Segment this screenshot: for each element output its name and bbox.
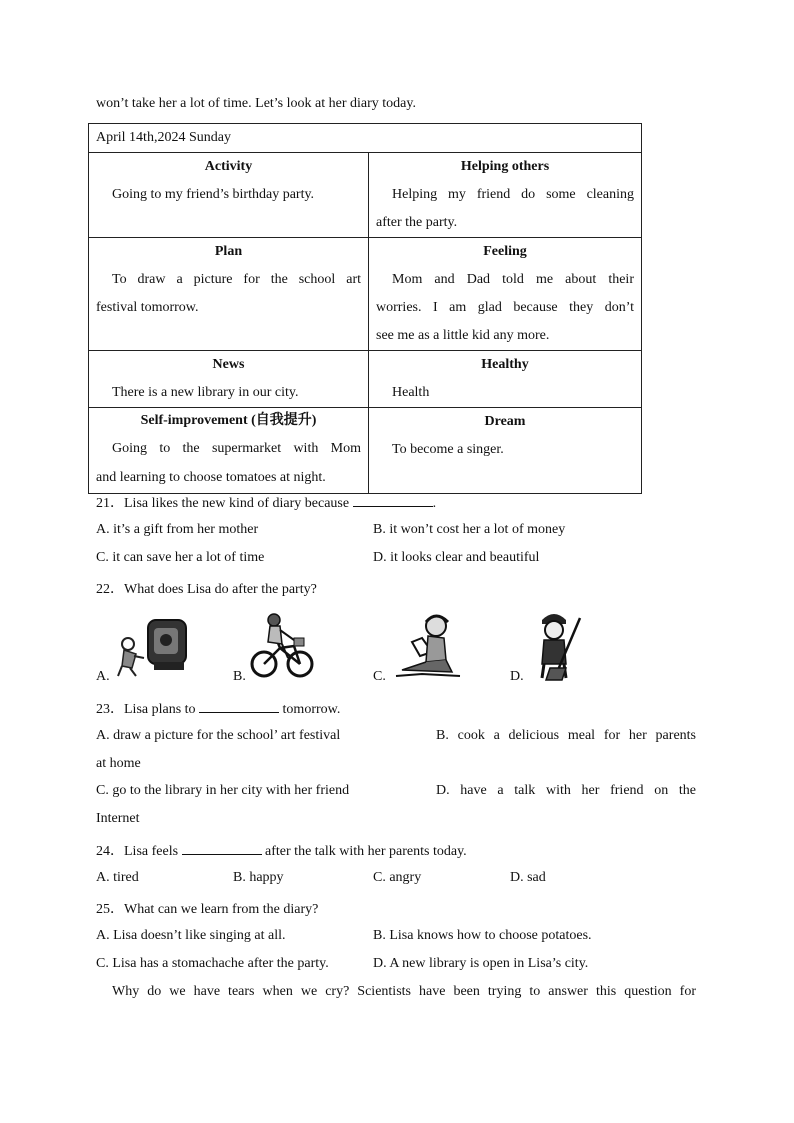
diary-row <box>89 153 642 238</box>
option-21-a[interactable]: A. it’s a gift from her mother <box>96 522 259 537</box>
option-24-d[interactable]: D. sad <box>510 870 546 885</box>
cell-title: Plan <box>214 244 243 259</box>
question-25: 25．What can we learn from the diary? <box>96 902 319 917</box>
answer-blank <box>353 494 433 507</box>
cell-text: Helping my friend do some cleaning <box>392 187 634 202</box>
cell-text: Going to my friend’s birthday party. <box>112 187 315 202</box>
option-23-a[interactable]: A. draw a picture for the school’ art festival <box>96 728 341 743</box>
cell-text: Going to the supermarket with Mom <box>112 441 361 456</box>
answer-blank <box>182 842 262 855</box>
option-22-d[interactable]: D. <box>510 669 524 684</box>
option-21-b[interactable]: B. it won’t cost her a lot of money <box>373 522 566 537</box>
option-23-c[interactable]: C. go to the library in her city with her friend <box>96 783 350 798</box>
question-stem: 21．Lisa likes the new kind of diary because <box>96 496 350 511</box>
diary-cell-self-improvement <box>89 408 369 494</box>
cell-title: Healthy <box>481 357 529 372</box>
cell-text: see me as a little kid any more. <box>376 328 550 343</box>
diary-cell-activity <box>89 153 369 238</box>
intro-text: won’t take her a lot of time. Let’s look at her diary today. <box>96 96 416 111</box>
diary-table <box>88 123 642 494</box>
question-21 <box>96 492 436 512</box>
question-22: 22．What does Lisa do after the party? <box>96 582 317 597</box>
question-stem: 24．Lisa feels <box>96 844 179 859</box>
option-22-a[interactable]: A. <box>96 669 110 684</box>
girl-riding-bike-picture[interactable] <box>250 612 318 682</box>
girl-reading-picture[interactable] <box>392 612 464 682</box>
diary-date: April 14th,2024 Sunday <box>89 124 642 153</box>
option-25-b[interactable]: B. Lisa knows how to choose potatoes. <box>373 928 592 943</box>
option-22-b[interactable]: B. <box>233 669 246 684</box>
cell-title: News <box>212 357 245 372</box>
diary-cell-news <box>89 351 369 408</box>
question-23 <box>96 698 340 718</box>
cell-text: festival tomorrow. <box>96 300 199 315</box>
cell-text: To become a singer. <box>392 442 504 457</box>
answer-blank <box>199 700 279 713</box>
option-24-b[interactable]: B. happy <box>233 870 284 885</box>
question-stem: 23．Lisa plans to <box>96 702 196 717</box>
option-23-b-continued[interactable]: at home <box>96 756 141 771</box>
diary-date-row <box>89 124 642 153</box>
cell-text: and learning to choose tomatoes at night. <box>96 470 326 485</box>
next-passage-text: Why do we have tears when we cry? Scientists have been trying to answer this question for <box>112 984 696 999</box>
option-21-d[interactable]: D. it looks clear and beautiful <box>373 550 540 565</box>
cell-text: after the party. <box>376 215 458 230</box>
cell-title: Dream <box>484 414 526 429</box>
diary-cell-feeling <box>369 238 642 351</box>
cell-text: There is a new library in our city. <box>112 385 299 400</box>
option-25-a[interactable]: A. Lisa doesn’t like singing at all. <box>96 928 286 943</box>
boy-sweeping-picture[interactable] <box>528 608 588 684</box>
option-22-c[interactable]: C. <box>373 669 386 684</box>
diary-row <box>89 408 642 494</box>
cell-title: Self-improvement (自我提升) <box>140 413 317 428</box>
diary-cell-helping-others <box>369 153 642 238</box>
question-24 <box>96 840 467 860</box>
cell-title: Activity <box>204 159 253 174</box>
diary-row <box>89 351 642 408</box>
cell-text: To draw a picture for the school art <box>112 272 361 287</box>
question-stem-end: . <box>432 496 437 511</box>
cell-text: worries. I am glad because they don’t <box>376 300 634 315</box>
cell-text: Mom and Dad told me about their <box>392 272 634 287</box>
cell-title: Feeling <box>483 244 527 259</box>
diary-cell-dream <box>369 408 642 494</box>
diary-cell-healthy <box>369 351 642 408</box>
diary-row <box>89 238 642 351</box>
option-23-d[interactable]: D. have a talk with her friend on the <box>436 783 696 798</box>
diary-cell-plan <box>89 238 369 351</box>
option-23-b[interactable]: B. cook a delicious meal for her parents <box>436 728 696 743</box>
child-watching-tv-picture[interactable] <box>114 614 194 684</box>
cell-text: Health <box>392 385 430 400</box>
question-stem-end: after the talk with her parents today. <box>265 844 467 859</box>
option-24-a[interactable]: A. tired <box>96 870 139 885</box>
cell-title: Helping others <box>460 159 550 174</box>
option-25-c[interactable]: C. Lisa has a stomachache after the party. <box>96 956 329 971</box>
option-23-d-continued[interactable]: Internet <box>96 811 140 826</box>
option-21-c[interactable]: C. it can save her a lot of time <box>96 550 265 565</box>
option-25-d[interactable]: D. A new library is open in Lisa’s city. <box>373 956 589 971</box>
option-24-c[interactable]: C. angry <box>373 870 422 885</box>
question-stem-end: tomorrow. <box>282 702 341 717</box>
